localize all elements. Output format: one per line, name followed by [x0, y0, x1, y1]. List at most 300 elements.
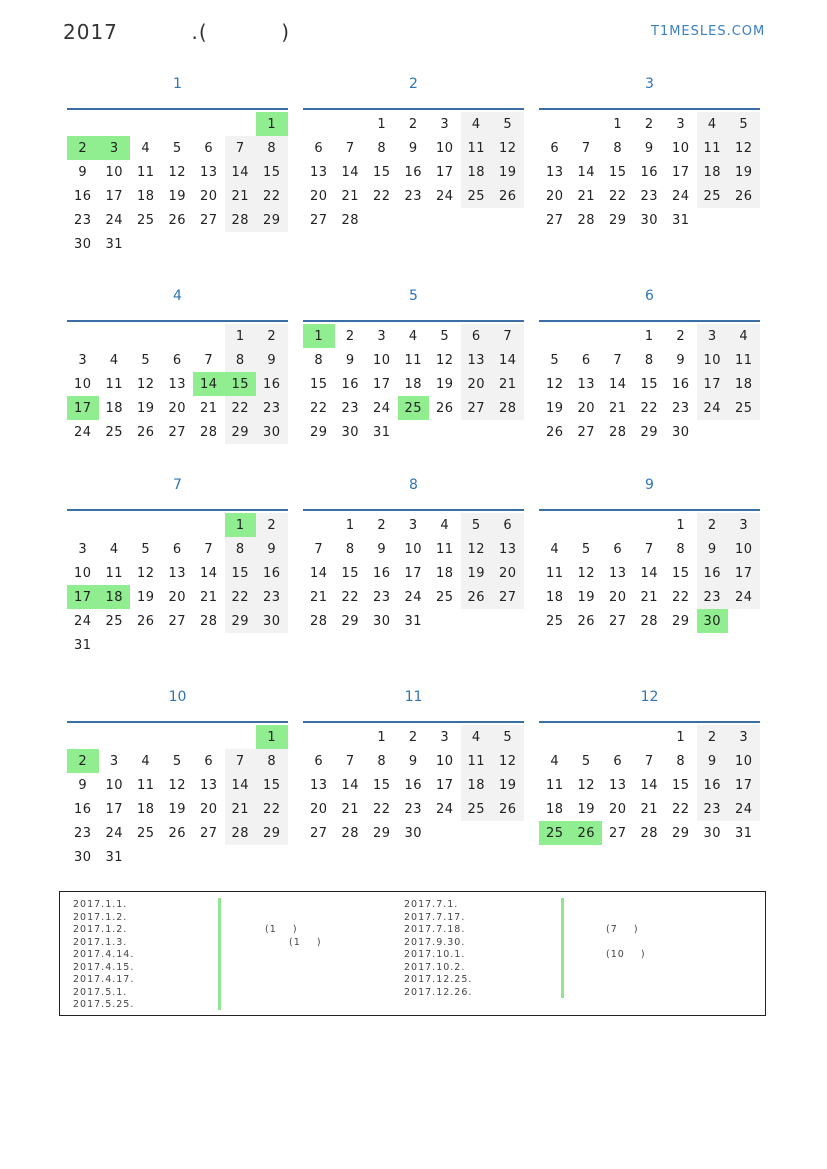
day-cell: 4 — [550, 541, 560, 557]
empty-cell — [162, 725, 194, 749]
day-cell: 2 — [256, 513, 288, 537]
day-cell: 7 — [644, 753, 654, 769]
day-cell: 21 — [225, 184, 257, 208]
day-cell: 29 — [225, 609, 257, 633]
month-12 — [539, 683, 760, 845]
day-cell: 25 — [136, 212, 155, 228]
day-cell: 26 — [136, 424, 155, 440]
day-cell: 30 — [341, 424, 360, 440]
day-cell: 15 — [671, 777, 690, 793]
holiday-date: 2017.7.17. — [404, 911, 466, 923]
day-cell: 13 — [199, 777, 218, 793]
day-cell: 15 — [671, 565, 690, 581]
empty-cell — [634, 513, 666, 537]
day-cell: 21 — [199, 400, 218, 416]
month-header-rule — [67, 320, 288, 322]
day-cell: 10 — [435, 753, 454, 769]
day-cell: 31 — [105, 849, 124, 865]
day-cell: 27 — [545, 212, 564, 228]
day-cell: 10 — [404, 541, 423, 557]
holiday-day-cell: 18 — [99, 585, 131, 609]
day-cell: 1 — [377, 729, 387, 745]
holiday-day-cell: 1 — [256, 112, 288, 136]
day-cell: 12 — [492, 749, 524, 773]
day-cell: 25 — [697, 184, 729, 208]
day-cell: 9 — [408, 753, 418, 769]
empty-cell — [539, 725, 571, 749]
month-header-rule — [303, 509, 524, 511]
day-cell: 8 — [676, 753, 686, 769]
day-cell: 15 — [256, 773, 288, 797]
day-cell: 8 — [225, 537, 257, 561]
day-cell: 3 — [440, 729, 450, 745]
month-header-rule — [67, 509, 288, 511]
day-cell: 13 — [577, 376, 596, 392]
day-cell: 11 — [435, 541, 454, 557]
day-cell: 5 — [581, 541, 591, 557]
day-cell: 14 — [492, 348, 524, 372]
day-grid — [539, 513, 760, 633]
day-cell: 30 — [671, 424, 690, 440]
day-cell: 30 — [404, 825, 423, 841]
day-cell: 20 — [309, 801, 328, 817]
day-cell: 9 — [256, 537, 288, 561]
day-cell: 19 — [577, 801, 596, 817]
day-cell: 21 — [309, 589, 328, 605]
day-cell: 17 — [435, 164, 454, 180]
day-cell: 4 — [697, 112, 729, 136]
day-cell: 18 — [136, 801, 155, 817]
holiday-day-cell: 15 — [225, 372, 257, 396]
day-cell: 24 — [105, 825, 124, 841]
day-cell: 17 — [404, 565, 423, 581]
month-1 — [67, 70, 288, 256]
day-cell: 2 — [256, 324, 288, 348]
day-cell: 20 — [608, 589, 627, 605]
day-cell: 23 — [256, 585, 288, 609]
day-cell: 22 — [256, 797, 288, 821]
day-cell: 4 — [440, 517, 450, 533]
day-cell: 5 — [440, 328, 450, 344]
day-cell: 3 — [728, 513, 760, 537]
day-cell: 4 — [408, 328, 418, 344]
day-cell: 18 — [545, 801, 564, 817]
holiday-marker-bar — [561, 898, 564, 998]
holiday-list-right — [404, 899, 472, 999]
holiday-list-left — [73, 899, 134, 1012]
day-cell: 25 — [728, 396, 760, 420]
day-cell: 16 — [640, 164, 659, 180]
day-grid — [303, 112, 524, 232]
day-cell: 19 — [136, 400, 155, 416]
day-cell: 11 — [105, 565, 124, 581]
day-cell: 4 — [728, 324, 760, 348]
holiday-date: 2017.1.2. — [73, 924, 128, 935]
holiday-note: (1 ) — [289, 937, 322, 948]
day-cell: 7 — [492, 324, 524, 348]
day-cell: 5 — [172, 753, 182, 769]
month-title: 12 — [640, 689, 659, 705]
day-cell: 16 — [404, 164, 423, 180]
day-cell: 15 — [640, 376, 659, 392]
day-cell: 25 — [105, 613, 124, 629]
empty-cell — [303, 725, 335, 749]
holiday-note: (10 ) — [606, 949, 646, 960]
day-cell: 2 — [408, 729, 418, 745]
day-cell: 22 — [256, 184, 288, 208]
day-cell: 20 — [168, 589, 187, 605]
day-cell: 26 — [168, 825, 187, 841]
day-cell: 2 — [345, 328, 355, 344]
day-cell: 21 — [225, 797, 257, 821]
holiday-day-cell: 2 — [67, 749, 99, 773]
day-cell: 10 — [435, 140, 454, 156]
day-cell: 7 — [225, 136, 257, 160]
day-cell: 22 — [309, 400, 328, 416]
day-cell: 31 — [73, 637, 92, 653]
day-cell: 16 — [341, 376, 360, 392]
day-cell: 29 — [372, 825, 391, 841]
day-cell: 16 — [256, 561, 288, 585]
day-cell: 2 — [676, 328, 686, 344]
day-cell: 8 — [256, 749, 288, 773]
holiday-date: 2017.1.2. — [73, 911, 128, 923]
day-cell: 10 — [73, 565, 92, 581]
day-cell: 8 — [256, 136, 288, 160]
day-cell: 8 — [676, 541, 686, 557]
day-cell: 18 — [545, 589, 564, 605]
day-cell: 26 — [168, 212, 187, 228]
day-cell: 24 — [435, 188, 454, 204]
day-cell: 13 — [608, 777, 627, 793]
day-cell: 17 — [728, 773, 760, 797]
day-cell: 16 — [671, 376, 690, 392]
day-cell: 1 — [676, 729, 686, 745]
day-cell: 13 — [309, 777, 328, 793]
day-cell: 6 — [172, 352, 182, 368]
day-cell: 12 — [136, 565, 155, 581]
day-cell: 8 — [613, 140, 623, 156]
day-cell: 21 — [640, 801, 659, 817]
day-cell: 5 — [581, 753, 591, 769]
day-cell: 19 — [492, 160, 524, 184]
day-cell: 12 — [168, 777, 187, 793]
month-11 — [303, 683, 524, 845]
day-cell: 4 — [461, 112, 493, 136]
day-cell: 29 — [608, 212, 627, 228]
empty-cell — [539, 112, 571, 136]
day-cell: 22 — [225, 585, 257, 609]
holiday-day-cell: 3 — [99, 136, 131, 160]
day-cell: 5 — [172, 140, 182, 156]
day-cell: 20 — [608, 801, 627, 817]
month-header-rule — [303, 721, 524, 723]
day-cell: 23 — [404, 801, 423, 817]
day-cell: 28 — [492, 396, 524, 420]
day-cell: 5 — [141, 352, 151, 368]
day-cell: 6 — [172, 541, 182, 557]
day-cell: 18 — [435, 565, 454, 581]
day-cell: 11 — [136, 777, 155, 793]
day-cell: 16 — [372, 565, 391, 581]
day-cell: 5 — [550, 352, 560, 368]
day-cell: 16 — [697, 773, 729, 797]
day-cell: 16 — [404, 777, 423, 793]
day-cell: 13 — [168, 565, 187, 581]
holiday-date: 2017.5.1. — [73, 986, 128, 998]
day-cell: 17 — [105, 801, 124, 817]
month-2 — [303, 70, 524, 232]
day-cell: 11 — [461, 136, 493, 160]
month-title: 7 — [173, 477, 182, 493]
day-cell: 10 — [73, 376, 92, 392]
day-cell: 13 — [309, 164, 328, 180]
day-cell: 11 — [461, 749, 493, 773]
day-cell: 12 — [577, 777, 596, 793]
day-cell: 21 — [608, 400, 627, 416]
empty-cell — [303, 513, 335, 537]
holiday-day-cell: 25 — [398, 396, 430, 420]
day-cell: 28 — [225, 821, 257, 845]
day-cell: 6 — [314, 753, 324, 769]
day-cell: 28 — [199, 424, 218, 440]
day-cell: 27 — [608, 825, 627, 841]
day-cell: 28 — [341, 212, 360, 228]
day-cell: 3 — [728, 725, 760, 749]
day-cell: 14 — [577, 164, 596, 180]
day-cell: 23 — [372, 589, 391, 605]
day-cell: 30 — [372, 613, 391, 629]
month-title: 6 — [645, 288, 654, 304]
day-cell: 28 — [640, 825, 659, 841]
day-cell: 17 — [435, 777, 454, 793]
month-title: 11 — [404, 689, 423, 705]
day-cell: 9 — [78, 164, 88, 180]
empty-cell — [67, 112, 99, 136]
day-cell: 27 — [492, 585, 524, 609]
day-cell: 30 — [703, 825, 722, 841]
day-cell: 29 — [256, 208, 288, 232]
day-cell: 22 — [341, 589, 360, 605]
day-cell: 13 — [608, 565, 627, 581]
day-grid — [303, 513, 524, 633]
empty-cell — [130, 112, 162, 136]
day-cell: 3 — [109, 753, 119, 769]
empty-cell — [99, 513, 131, 537]
day-cell: 11 — [697, 136, 729, 160]
day-grid — [67, 324, 288, 444]
day-cell: 23 — [73, 825, 92, 841]
day-cell: 7 — [225, 749, 257, 773]
day-cell: 9 — [256, 348, 288, 372]
day-cell: 28 — [341, 825, 360, 841]
day-cell: 6 — [461, 324, 493, 348]
day-cell: 14 — [608, 376, 627, 392]
day-cell: 9 — [345, 352, 355, 368]
day-cell: 14 — [199, 565, 218, 581]
day-cell: 27 — [577, 424, 596, 440]
day-cell: 27 — [309, 825, 328, 841]
day-cell: 15 — [225, 561, 257, 585]
month-header-rule — [539, 320, 760, 322]
empty-cell — [335, 112, 367, 136]
holiday-date: 2017.7.18. — [404, 924, 466, 935]
day-cell: 16 — [73, 801, 92, 817]
day-cell: 13 — [492, 537, 524, 561]
day-cell: 10 — [105, 164, 124, 180]
holiday-date: 2017.5.25. — [73, 999, 135, 1010]
month-title: 8 — [409, 477, 418, 493]
day-cell: 19 — [168, 188, 187, 204]
day-cell: 26 — [492, 797, 524, 821]
empty-cell — [99, 324, 131, 348]
day-cell: 29 — [640, 424, 659, 440]
day-cell: 13 — [199, 164, 218, 180]
holiday-list — [59, 891, 766, 1016]
day-cell: 11 — [105, 376, 124, 392]
day-cell: 24 — [73, 424, 92, 440]
day-cell: 6 — [613, 753, 623, 769]
day-cell: 15 — [256, 160, 288, 184]
day-cell: 10 — [728, 749, 760, 773]
day-cell: 17 — [671, 164, 690, 180]
day-cell: 4 — [109, 352, 119, 368]
day-grid — [67, 725, 288, 869]
day-cell: 14 — [225, 160, 257, 184]
day-cell: 26 — [435, 400, 454, 416]
day-cell: 7 — [345, 140, 355, 156]
day-grid — [303, 324, 524, 444]
day-cell: 14 — [309, 565, 328, 581]
empty-cell — [225, 725, 257, 749]
day-cell: 19 — [545, 400, 564, 416]
day-cell: 18 — [404, 376, 423, 392]
day-cell: 26 — [728, 184, 760, 208]
day-cell: 31 — [372, 424, 391, 440]
day-cell: 12 — [577, 565, 596, 581]
day-grid — [67, 513, 288, 657]
holiday-date: 2017.12.26. — [404, 986, 473, 998]
day-cell: 3 — [440, 116, 450, 132]
day-cell: 27 — [608, 613, 627, 629]
day-cell: 30 — [256, 420, 288, 444]
holiday-note: (1 ) — [265, 924, 298, 935]
holiday-day-cell: 30 — [697, 609, 729, 633]
day-cell: 21 — [492, 372, 524, 396]
day-cell: 8 — [377, 753, 387, 769]
day-cell: 10 — [671, 140, 690, 156]
month-header-rule — [539, 509, 760, 511]
empty-cell — [571, 324, 603, 348]
day-cell: 1 — [613, 116, 623, 132]
holiday-date: 2017.10.1. — [404, 949, 466, 960]
day-cell: 10 — [728, 537, 760, 561]
day-cell: 29 — [256, 821, 288, 845]
day-cell: 23 — [640, 188, 659, 204]
holiday-day-cell: 1 — [225, 513, 257, 537]
day-cell: 17 — [105, 188, 124, 204]
day-cell: 8 — [345, 541, 355, 557]
day-cell: 9 — [676, 352, 686, 368]
day-cell: 28 — [309, 613, 328, 629]
day-cell: 12 — [435, 352, 454, 368]
day-cell: 29 — [671, 613, 690, 629]
month-title: 1 — [173, 76, 182, 92]
day-cell: 7 — [204, 352, 214, 368]
empty-cell — [571, 112, 603, 136]
month-header-rule — [303, 108, 524, 110]
day-cell: 1 — [225, 324, 257, 348]
holiday-date: 2017.12.25. — [404, 974, 473, 985]
holiday-date: 2017.1.1. — [73, 899, 128, 910]
holiday-day-cell: 1 — [303, 324, 335, 348]
day-cell: 22 — [372, 188, 391, 204]
day-cell: 20 — [545, 188, 564, 204]
day-cell: 31 — [734, 825, 753, 841]
day-cell: 18 — [136, 188, 155, 204]
day-cell: 23 — [256, 396, 288, 420]
day-cell: 29 — [309, 424, 328, 440]
day-cell: 25 — [136, 825, 155, 841]
day-cell: 4 — [141, 140, 151, 156]
day-cell: 4 — [141, 753, 151, 769]
day-cell: 23 — [697, 585, 729, 609]
day-cell: 22 — [372, 801, 391, 817]
day-cell: 30 — [73, 849, 92, 865]
day-cell: 5 — [461, 513, 493, 537]
holiday-note: (7 ) — [606, 924, 639, 935]
day-cell: 1 — [377, 116, 387, 132]
empty-cell — [162, 513, 194, 537]
day-cell: 15 — [372, 164, 391, 180]
day-cell: 20 — [309, 188, 328, 204]
holiday-date: 2017.9.30. — [404, 936, 466, 948]
day-cell: 28 — [608, 424, 627, 440]
day-cell: 6 — [550, 140, 560, 156]
month-title: 5 — [409, 288, 418, 304]
day-cell: 15 — [309, 376, 328, 392]
day-cell: 10 — [105, 777, 124, 793]
day-cell: 27 — [199, 212, 218, 228]
day-cell: 7 — [613, 352, 623, 368]
holiday-date: 2017.1.3. — [73, 936, 128, 948]
day-cell: 20 — [492, 561, 524, 585]
day-cell: 31 — [404, 613, 423, 629]
day-cell: 30 — [640, 212, 659, 228]
day-cell: 24 — [697, 396, 729, 420]
day-cell: 11 — [545, 777, 564, 793]
day-cell: 4 — [550, 753, 560, 769]
day-cell: 8 — [377, 140, 387, 156]
holiday-day-cell: 14 — [193, 372, 225, 396]
day-cell: 18 — [461, 160, 493, 184]
empty-cell — [99, 112, 131, 136]
day-cell: 27 — [309, 212, 328, 228]
month-6 — [539, 282, 760, 444]
day-cell: 26 — [492, 184, 524, 208]
day-cell: 9 — [697, 749, 729, 773]
day-cell: 24 — [728, 797, 760, 821]
day-cell: 25 — [105, 424, 124, 440]
empty-cell — [162, 324, 194, 348]
site-logo[interactable]: T1MESLES.COM — [651, 24, 766, 39]
day-cell: 13 — [168, 376, 187, 392]
day-grid — [539, 112, 760, 232]
empty-cell — [539, 324, 571, 348]
day-cell: 15 — [372, 777, 391, 793]
day-cell: 1 — [676, 517, 686, 533]
day-cell: 18 — [105, 400, 124, 416]
